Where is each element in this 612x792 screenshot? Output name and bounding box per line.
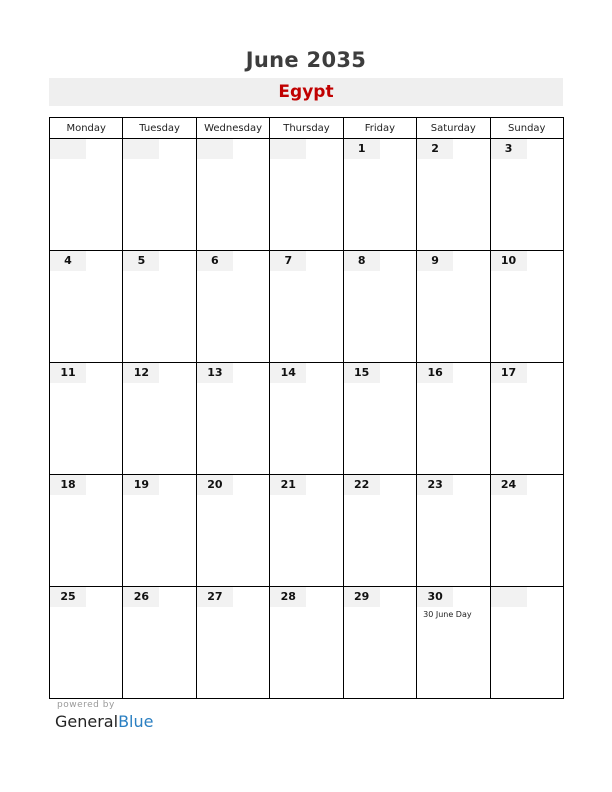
day-cell[interactable] — [50, 251, 123, 363]
day-cell[interactable] — [343, 475, 416, 587]
day-number: 7 — [270, 251, 306, 271]
day-number: 21 — [270, 475, 306, 495]
day-number: 4 — [50, 251, 86, 271]
day-number: 23 — [417, 475, 453, 495]
day-cell[interactable] — [196, 587, 269, 699]
day-number — [491, 587, 527, 607]
day-number: 5 — [123, 251, 159, 271]
day-number: 9 — [417, 251, 453, 271]
week-row — [50, 363, 564, 475]
day-cell[interactable] — [490, 475, 563, 587]
day-cell[interactable] — [123, 587, 196, 699]
generalblue-logo[interactable] — [55, 712, 153, 731]
day-cell[interactable] — [343, 251, 416, 363]
day-number: 16 — [417, 363, 453, 383]
day-number: 27 — [197, 587, 233, 607]
day-cell[interactable] — [196, 251, 269, 363]
weekday-wednesday: Wednesday — [196, 118, 269, 139]
day-cell[interactable] — [490, 587, 563, 699]
day-cell[interactable] — [196, 475, 269, 587]
weekday-monday: Monday — [50, 118, 123, 139]
day-cell[interactable] — [417, 587, 490, 699]
day-number: 8 — [344, 251, 380, 271]
day-cell[interactable] — [343, 139, 416, 251]
day-cell[interactable] — [417, 251, 490, 363]
day-number: 25 — [50, 587, 86, 607]
day-cell[interactable] — [50, 475, 123, 587]
day-cell[interactable] — [417, 363, 490, 475]
day-cell[interactable] — [417, 139, 490, 251]
day-cell[interactable] — [196, 139, 269, 251]
brand-general: General — [55, 712, 119, 731]
week-row — [50, 139, 564, 251]
day-number — [270, 139, 306, 159]
day-number: 11 — [50, 363, 86, 383]
day-cell[interactable] — [50, 139, 123, 251]
day-number — [123, 139, 159, 159]
day-cell[interactable] — [490, 251, 563, 363]
week-row — [50, 475, 564, 587]
day-cell[interactable] — [123, 363, 196, 475]
day-cell[interactable] — [270, 139, 343, 251]
day-number: 22 — [344, 475, 380, 495]
weekday-thursday: Thursday — [270, 118, 343, 139]
week-row — [50, 587, 564, 699]
day-number: 15 — [344, 363, 380, 383]
calendar-grid — [49, 117, 564, 699]
day-number: 29 — [344, 587, 380, 607]
day-number: 10 — [491, 251, 527, 271]
weekday-header-row — [50, 118, 564, 139]
brand-blue: Blue — [118, 712, 154, 731]
day-number: 13 — [197, 363, 233, 383]
day-number: 1 — [344, 139, 380, 159]
day-cell[interactable] — [490, 363, 563, 475]
day-number: 26 — [123, 587, 159, 607]
day-number — [197, 139, 233, 159]
day-number: 20 — [197, 475, 233, 495]
day-cell[interactable] — [490, 139, 563, 251]
day-number: 14 — [270, 363, 306, 383]
holiday-label: 30 June Day — [423, 610, 472, 619]
powered-by-text: powered by — [57, 700, 115, 710]
day-number: 19 — [123, 475, 159, 495]
day-number: 6 — [197, 251, 233, 271]
day-number: 18 — [50, 475, 86, 495]
day-cell[interactable] — [50, 363, 123, 475]
day-cell[interactable] — [270, 363, 343, 475]
weekday-friday: Friday — [343, 118, 416, 139]
day-cell[interactable] — [123, 475, 196, 587]
day-number: 17 — [491, 363, 527, 383]
day-cell[interactable] — [417, 475, 490, 587]
day-cell[interactable] — [196, 363, 269, 475]
day-cell[interactable] — [270, 251, 343, 363]
week-row — [50, 251, 564, 363]
day-number: 3 — [491, 139, 527, 159]
page-title: June 2035 — [245, 48, 367, 72]
day-number: 24 — [491, 475, 527, 495]
day-number: 2 — [417, 139, 453, 159]
weekday-sunday: Sunday — [490, 118, 563, 139]
day-cell[interactable] — [270, 475, 343, 587]
day-cell[interactable] — [343, 363, 416, 475]
weekday-tuesday: Tuesday — [123, 118, 196, 139]
day-cell[interactable] — [270, 587, 343, 699]
day-number: 12 — [123, 363, 159, 383]
weekday-saturday: Saturday — [417, 118, 490, 139]
day-cell[interactable] — [343, 587, 416, 699]
day-cell[interactable] — [123, 251, 196, 363]
day-cell[interactable] — [50, 587, 123, 699]
day-cell[interactable] — [123, 139, 196, 251]
country-label: Egypt — [49, 78, 563, 106]
day-number — [50, 139, 86, 159]
day-number: 30 — [417, 587, 453, 607]
day-number: 28 — [270, 587, 306, 607]
